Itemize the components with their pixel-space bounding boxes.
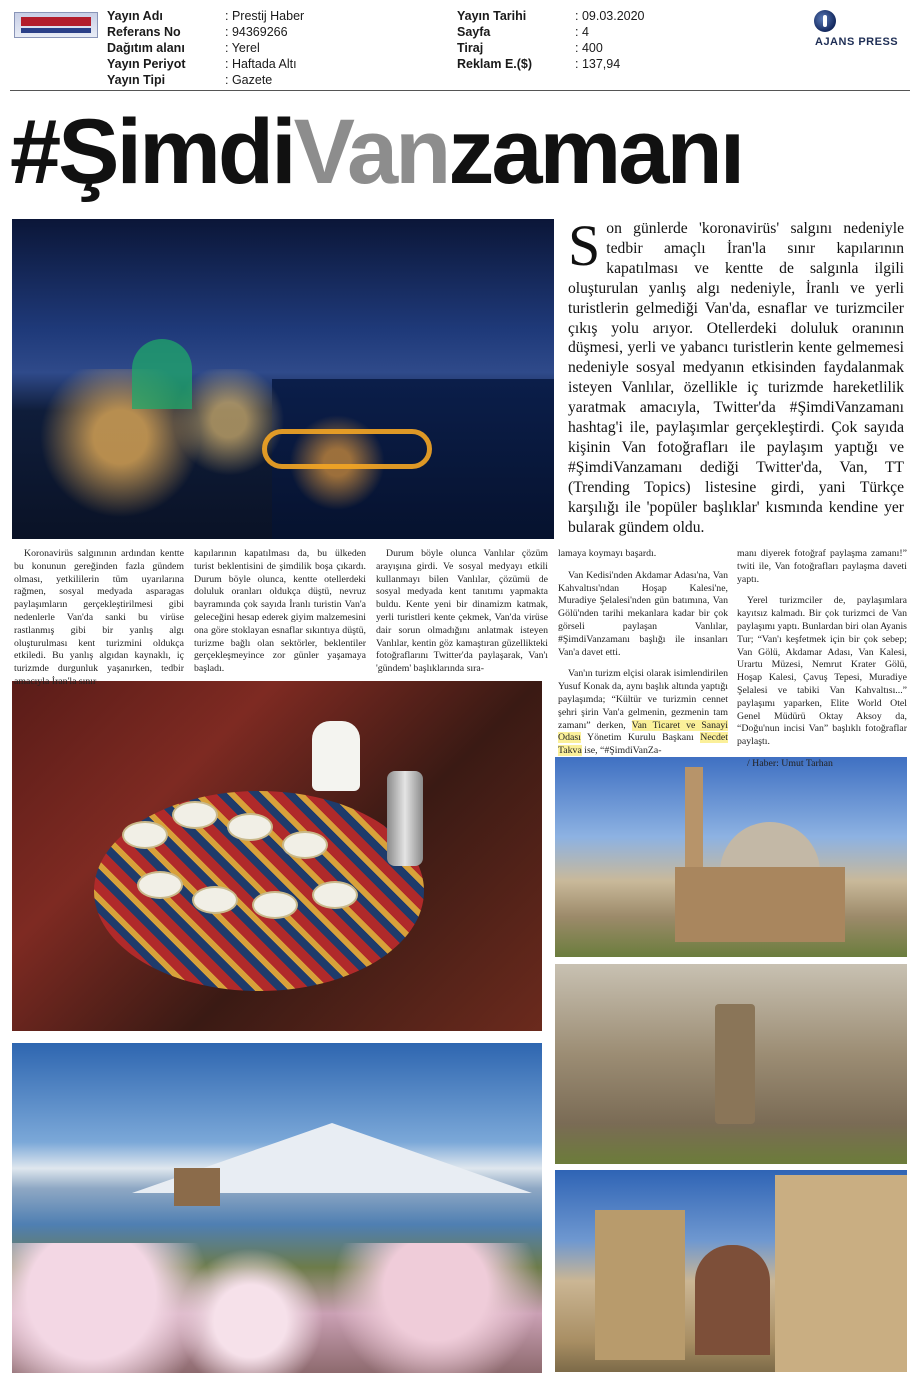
meta-value: : Prestij Haber	[225, 9, 305, 23]
meta-key: Sayfa	[457, 25, 491, 39]
drop-cap: S	[568, 213, 601, 278]
article-paragraph	[558, 668, 728, 758]
highlighted-person: Necdet Takva	[558, 732, 728, 757]
metadata-left	[107, 8, 304, 88]
photo-plate	[312, 881, 358, 909]
article-column-4	[558, 548, 728, 767]
agency-logo	[814, 10, 910, 50]
article-paragraph: kapılarının kapatılması da, bu ülkeden turist beklentisini de şimdilik boşa çıkardı. Durum böyle olunca, kentte otellerdeki doluluk oranları oldukça düştü, nevruz bayramında çok sayıda İranlı turistin Van'a geleceğini hesap ederek giyim malzemesini ona göre stoklayan esnaflar sıkıntıya düştü, turizme bağlı olan sektörler, beklentiler gerçekleşmeyince zor günler yaşamaya başladı.	[194, 548, 366, 675]
meta-row	[107, 72, 304, 88]
photo-dome	[720, 822, 820, 872]
lead-text: on günlerde 'koronavirüs' salgını nedeniyle tedbir amaçlı İran'la sınır kapılarının kapatılması ve kentte de salgınla ilgili oluşturulan yanlış algı nedeniyle, İranlı ve yerli turistlerin gelmediği Van'da, esnaflar ve turizmciler çıkış yolu arıyor. Otellerdeki doluluk oranının düşmesi, yerli ve yabancı turistlerin kente gelmemesi nedeniyle sosyal medyanın etkisinden faydalanmak isteyen Vanlılar, özellikle iç turizmde hareketlilik yaratmak amacıyla, Twitter'da #ŞimdiVanzamanı hashtag'i ile, paylaşımlar gerçekleştirdi. Çok sayıda kişinin Van fotoğrafları ile paylaşım yaptığı ve #ŞimdiVanzamanı dediği Twitter'da, Van, TT (Trending Topics) listesine girdi, yani Türkçe karşılığı ile 'popüler başlıklar' kısmında kendine yer bularak gündem oldu.	[568, 220, 904, 536]
photo-akdamar-island	[12, 1043, 542, 1373]
meta-value: : 94369266	[225, 25, 288, 39]
photo-van-cat-figure	[312, 721, 360, 791]
logo-blue-bar	[21, 28, 91, 33]
meta-key: Yayın Tarihi	[457, 9, 527, 23]
meta-value: : 137,94	[575, 57, 621, 71]
agency-name: AJANS PRESS	[815, 36, 899, 48]
photo-van-breakfast-table	[12, 681, 542, 1031]
article-column-2	[194, 548, 366, 685]
photo-castle-gate-arch	[695, 1245, 770, 1355]
meta-key: Yayın Tipi	[107, 73, 166, 87]
photo-samovar	[387, 771, 423, 866]
meta-row	[107, 40, 304, 56]
meta-value: : Haftada Altı	[225, 57, 297, 71]
header-divider	[10, 90, 910, 91]
article-text: ise, “#ŞimdiVanZa-	[581, 745, 662, 757]
meta-row	[107, 24, 304, 40]
article-paragraph: Koronavirüs salgınının ardından kentte bu konunun gereğinden fazla gündem olması, yetkililerin tüm uyarılarına rağmen, sosyal medyada asparagas paylaşımların gerçekleştirilmesi gibi nedenlerle Van'da sanki bu virüse rastlanmış gibi bir yanlış algı oluşturulması kent turizmini oldukça etkiledi. Bu yanlış algıdan kaynaklı, iç turizmde durgunluk yaşanırken, tedbir amacıyla İran'la sınır	[14, 548, 184, 687]
meta-key: Dağıtım alanı	[107, 41, 185, 55]
agency-globe-icon	[814, 10, 836, 32]
article-paragraph: Van Kedisi'nden Akdamar Adası'na, Van Kahvaltısı'ndan Hoşap Kalesi'ne, Muradiye Şelalesi'nden gün batımına, Van Gölü'nden tarihi mekanlara kadar bir çok görseli paylaşan Vanlılar, #ŞimdiVanzamanı başlığı ile insanları Van'a davet etti.	[558, 569, 728, 658]
article-paragraph: lamaya koymayı başardı.	[558, 548, 657, 559]
meta-value: : 09.03.2020	[575, 9, 645, 23]
meta-row	[107, 56, 304, 72]
logo-red-bar	[21, 17, 91, 26]
meta-key: Yayın Periyot	[107, 57, 186, 71]
photo-almond-blossoms	[12, 1243, 542, 1373]
publication-logo	[14, 12, 98, 38]
photo-mosque-body	[675, 867, 845, 942]
article-paragraph: Yerel turizmciler de, paylaşımlara kayıtsız kalmadı. Bir çok turizmci de Van paylaşımı yaptı. Bunlardan biri olan Ayanis Tur; “Van'ı keşfetmek için bir çok sebep; Van Gölü, Akdamar Adası, Van Kalesi, Urartu Müzesi, Nemrut Krater Gölü, Hoşap Kalesi, Çavuş Tepesi, Muradiye Şelalesi ve tabiki Van Kahvaltısı...” paylaşımı yaparken, Elite World Otel Genel Müdürü Oktay Aksoy da, “Doğu'nun incisi Van” başlıklı fotoğraflar paylaştı.	[737, 595, 907, 748]
headline-part-3: zamanı	[448, 101, 743, 203]
meta-value: : 400	[575, 41, 603, 55]
meta-value: : Yerel	[225, 41, 260, 55]
article-byline: / Haber: Umut Tarhan	[747, 757, 833, 769]
meta-value: : 4	[575, 25, 589, 39]
photo-ruined-tower	[715, 1004, 755, 1124]
photo-historic-mosque	[555, 757, 907, 957]
photo-lit-mosque	[132, 339, 192, 409]
photo-akdamar-church	[174, 1168, 220, 1206]
meta-value: : Gazete	[225, 73, 273, 87]
photo-plate	[137, 871, 183, 899]
article-paragraph: Durum böyle olunca Vanlılar çözüm arayışına girdi. Ve sosyal medyayı etkili kullanmayı bilen Vanlılar, çözümü de sosyal medyada kent tanıtımı yapmakta buldu. Kente yeni bir dinamizm katmak, yerli turistleri kente çekmek, Van'da virüse dair sorun olmadığını anlatmak isteyen Vanlılar, kentin göz kamaştıran güzellikteki fotoğraflarını Twitter'da paylaşarak, Van'ı 'gündem' başlıklarında sıra-	[376, 548, 548, 675]
article-text: Yönetim Kurulu Başkanı	[580, 732, 701, 744]
photo-ruins-cliffs	[555, 964, 907, 1164]
photo-castle-wall-right	[775, 1175, 907, 1372]
meta-key: Referans No	[107, 25, 181, 39]
photo-castle-gate	[555, 1170, 907, 1372]
photo-plate	[227, 813, 273, 841]
article-text: Van'ın turizm elçisi olarak isimlendirilen Yusuf Konak da, aynı başlık altında yaptığı paylaşımda; “Kültür ve turizmin cennet şehri şirin Van'a gelmenin, gezmenin tam zamanı” derken,	[558, 668, 728, 731]
photo-plate	[192, 886, 238, 914]
meta-key: Reklam E.($)	[457, 57, 533, 71]
photo-plate	[122, 821, 168, 849]
headline	[10, 98, 910, 206]
article-column-3	[376, 548, 548, 685]
headline-part-van: Van	[293, 101, 449, 203]
meta-key: Yayın Adı	[107, 9, 163, 23]
headline-part-1: #Şimdi	[10, 101, 294, 203]
article-paragraph: manı diyerek fotoğraf paylaşma zamanı!” twiti ile, Van fotoğrafları paylaşma daveti yaptı.	[737, 548, 907, 585]
article-column-5	[737, 548, 907, 780]
photo-castle-wall-left	[595, 1210, 685, 1360]
lead-paragraph	[568, 213, 904, 544]
meta-row	[457, 40, 645, 56]
highlighted-organization: Van Ticaret ve Sanayi Odası	[558, 719, 728, 744]
meta-row	[107, 8, 304, 24]
photo-plate	[252, 891, 298, 919]
meta-key: Tiraj	[457, 41, 484, 55]
meta-row	[457, 56, 645, 72]
article-column-1	[14, 548, 184, 698]
photo-van-night-waterfront	[12, 219, 554, 539]
meta-row	[457, 24, 645, 40]
photo-plate	[172, 801, 218, 829]
metadata-right	[457, 8, 645, 72]
photo-plate	[282, 831, 328, 859]
photo-lit-pier	[262, 429, 432, 469]
meta-row	[457, 8, 645, 24]
